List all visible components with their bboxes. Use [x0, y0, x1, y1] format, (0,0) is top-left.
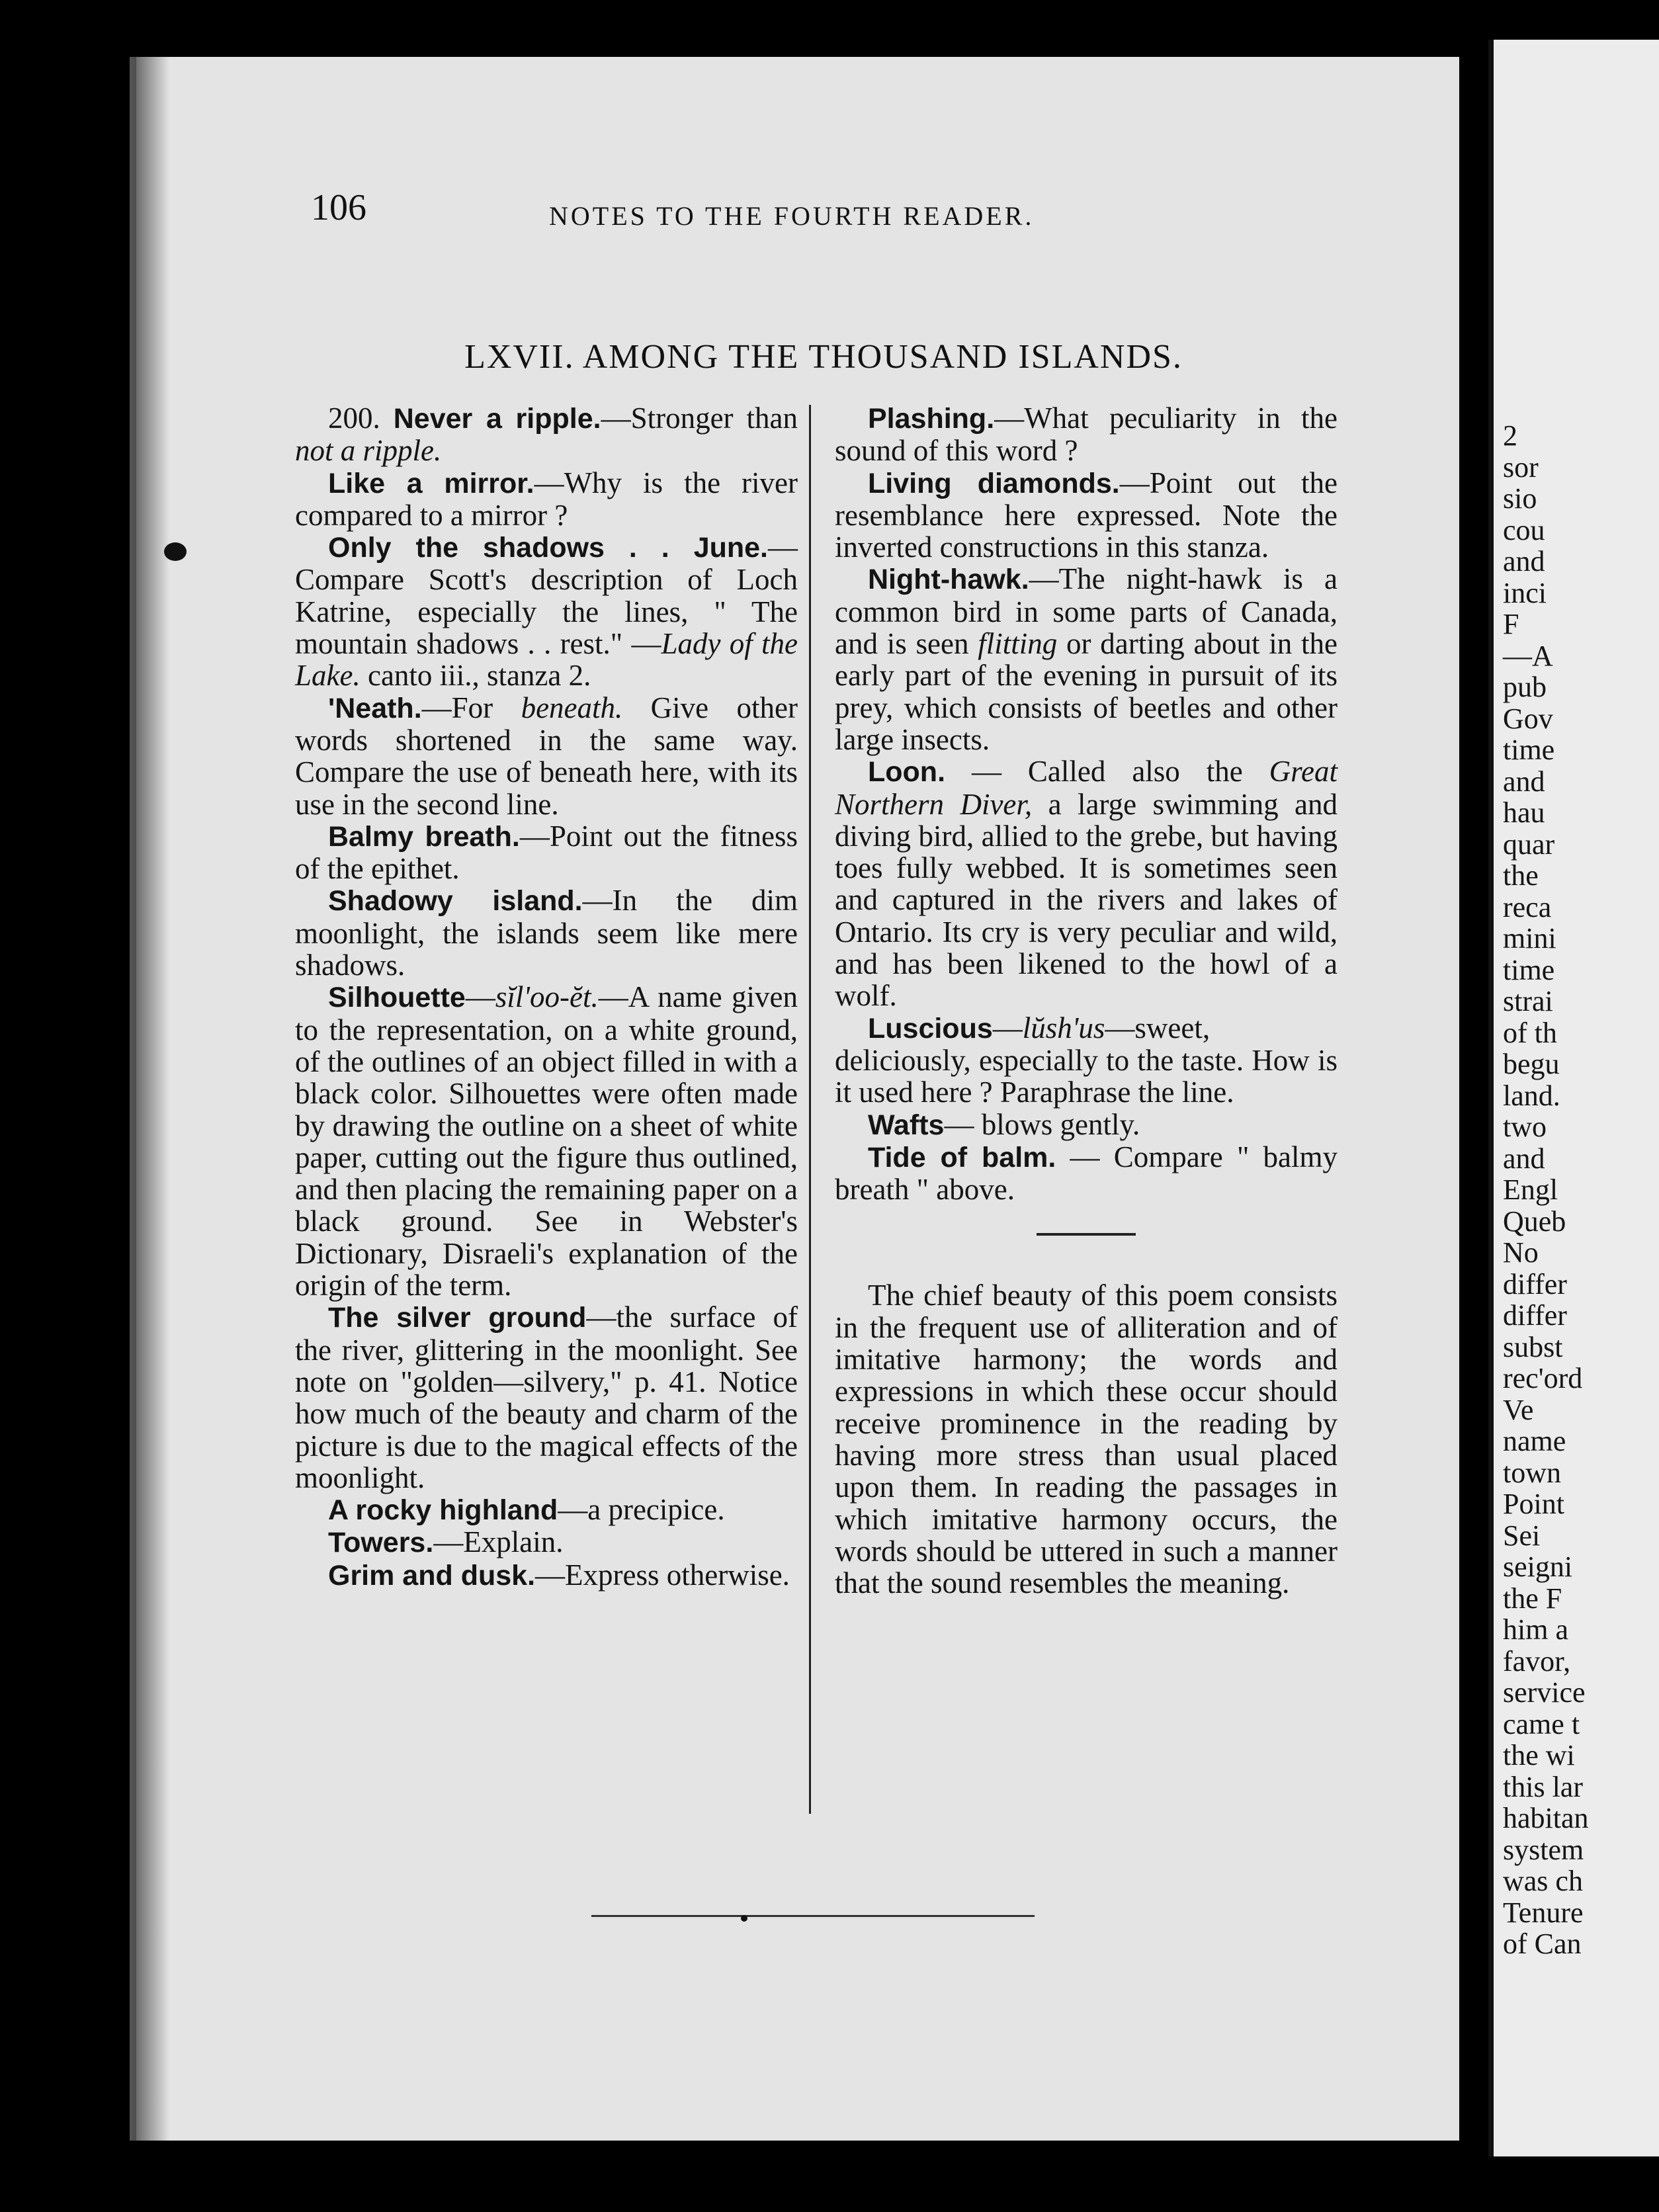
note-text-continued: Give other words shortened in the same way. Compare the use of beneath here, with its use in the second line.	[295, 691, 798, 821]
note-headword: Tide of balm.	[868, 1141, 1056, 1173]
adjacent-page-text: time	[1503, 953, 1555, 986]
ink-speck	[741, 1915, 747, 1922]
adjacent-page-text: and	[1503, 765, 1545, 798]
note-italic: not a ripple.	[295, 434, 442, 468]
note-entry	[295, 1494, 798, 1526]
note-text: — blows gently.	[944, 1107, 1140, 1141]
adjacent-page-strip	[1488, 40, 1659, 2156]
adjacent-page-text: Point	[1503, 1488, 1564, 1520]
adjacent-page-text: habitan	[1503, 1802, 1589, 1834]
adjacent-page-text: mini	[1503, 922, 1556, 955]
page-number: 106	[311, 187, 366, 228]
note-entry	[295, 1559, 798, 1592]
note-entry	[835, 1109, 1338, 1141]
note-text: —In the dim moonlight, the islands seem like mere shadows.	[295, 884, 798, 982]
note-entry	[295, 692, 798, 820]
adjacent-page-text: town	[1503, 1456, 1561, 1489]
note-headword: Only the shadows . . June.	[328, 532, 768, 564]
adjacent-page-text: seigni	[1503, 1551, 1573, 1583]
adjacent-page-text: No	[1503, 1236, 1539, 1269]
adjacent-page-text: of Can	[1503, 1928, 1582, 1960]
note-text: —For	[421, 691, 521, 724]
note-entry	[835, 467, 1338, 564]
adjacent-page-text: sio	[1503, 482, 1537, 515]
adjacent-page-text: this lar	[1503, 1770, 1583, 1803]
note-headword: Grim and dusk.	[328, 1559, 536, 1592]
adjacent-page-text: came t	[1503, 1707, 1580, 1740]
right-column	[835, 402, 1338, 1599]
note-headword: Balmy breath.	[328, 820, 520, 853]
note-text: —The night-hawk is a common bird in some parts of Canada, and is seen	[835, 562, 1338, 661]
note-text: — Compare " balmy breath " above.	[835, 1140, 1338, 1207]
note-text-continued: —A name given to the representation, on a white ground, of the outlines of an object filled in with a black color. Silhouettes were often made by drawing the outline on a sheet of white paper, cutting out the figure thus outlined, and then placing the remaining paper on a black ground. See in Webster's Dictionary, Disraeli's explanation of the origin of the term.	[295, 980, 798, 1302]
adjacent-page-text: —A	[1503, 639, 1553, 672]
adjacent-page-text: differ	[1503, 1267, 1567, 1300]
note-text-continued: canto iii., stanza 2.	[360, 659, 591, 693]
note-text-continued: or darting about in the early part of the evening in pursuit of its prey, which consists of beetles and other large insects.	[835, 627, 1338, 756]
adjacent-page-text: name	[1503, 1425, 1566, 1457]
adjacent-page-text: two	[1503, 1111, 1547, 1143]
adjacent-page-text: cou	[1503, 513, 1545, 546]
adjacent-page-text: Engl	[1503, 1173, 1558, 1206]
note-entry	[295, 1301, 798, 1494]
note-italic: flitting	[978, 627, 1058, 661]
adjacent-page-text: F	[1503, 608, 1519, 640]
line-number: 200.	[328, 402, 380, 435]
note-text: —Explain.	[433, 1525, 564, 1559]
section-rule	[1037, 1233, 1136, 1236]
note-entry	[295, 467, 798, 532]
adjacent-page-text: land.	[1503, 1079, 1560, 1112]
adjacent-page-text: 2	[1503, 419, 1517, 452]
footer-rule	[591, 1915, 1035, 1917]
running-head: NOTES TO THE FOURTH READER.	[549, 201, 1035, 231]
note-headword: Living diamonds.	[868, 467, 1120, 499]
adjacent-page-text: Gov	[1503, 702, 1553, 735]
adjacent-page-text: hau	[1503, 796, 1545, 829]
note-text: —the surface of the river, glittering in the moonlight. See note on "golden—silvery," p. 41. Notice how much of the beauty and charm of the picture is due to the magical effects of the moonlight.	[295, 1300, 798, 1494]
adjacent-page-text: favor,	[1503, 1644, 1571, 1678]
adjacent-page-text: and	[1503, 545, 1545, 577]
adjacent-page-text: system	[1503, 1833, 1584, 1866]
note-headword: 'Neath.	[328, 692, 422, 724]
note-entry	[295, 884, 798, 981]
adjacent-page-text: the wi	[1503, 1739, 1575, 1771]
note-headword: Like a mirror.	[328, 467, 534, 499]
adjacent-page-text: sor	[1503, 450, 1539, 484]
note-entry	[835, 1141, 1338, 1206]
note-entry	[835, 1012, 1338, 1109]
note-entry	[295, 531, 798, 691]
note-headword: Shadowy island.	[328, 885, 583, 917]
note-text: —Point out the resemblance here expressed. Note the inverted constructions in this stanza.	[835, 466, 1338, 564]
adjacent-page-text: was ch	[1503, 1865, 1583, 1897]
note-italic: lŭsh'us	[1022, 1011, 1105, 1044]
note-headword: Night-hawk.	[868, 564, 1029, 596]
adjacent-page-text: Tenure	[1503, 1896, 1584, 1929]
left-column	[295, 402, 798, 1592]
note-headword: Luscious	[868, 1012, 993, 1044]
adjacent-page-text: and	[1503, 1142, 1545, 1175]
page-gutter-shadow	[130, 57, 169, 2141]
adjacent-page-text: Sei	[1503, 1519, 1541, 1552]
column-divider	[809, 405, 811, 1814]
note-entry	[295, 402, 798, 467]
adjacent-page-text: pub	[1503, 671, 1547, 703]
adjacent-page-text: the F	[1503, 1582, 1562, 1615]
note-headword: The silver ground	[328, 1302, 587, 1334]
note-text: —Point out the fitness of the epithet.	[295, 819, 798, 886]
note-entry	[295, 820, 798, 885]
summary-paragraph: The chief beauty of this poem consists in the frequent use of alliteration and of imitative harmony; the words and expressions in which these occur should receive prominence in the reading by having more stress than usual placed upon them. In reading the passages in which imitative harmony occurs, the words should be uttered in such a manner that the sound resembles the meaning.	[835, 1279, 1338, 1600]
note-headword: Silhouette	[328, 982, 466, 1014]
adjacent-page-text: begu	[1503, 1048, 1560, 1080]
adjacent-page-text: Ve	[1503, 1393, 1534, 1426]
note-text: —Express otherwise.	[535, 1558, 790, 1592]
adjacent-page-text: differ	[1503, 1299, 1567, 1332]
note-text: — Called also the	[945, 755, 1269, 788]
note-text: —Compare Scott's description of Loch Katrine, especially the lines, " The mountain shadows . . rest." —	[295, 531, 798, 661]
adjacent-page-text: time	[1503, 734, 1555, 766]
note-text: —	[992, 1011, 1023, 1044]
adjacent-page-text: of th	[1503, 1016, 1557, 1049]
chapter-title: LXVII. AMONG THE THOUSAND ISLANDS.	[464, 338, 1183, 376]
note-headword: Towers.	[328, 1527, 434, 1559]
adjacent-page-text: service	[1503, 1676, 1586, 1709]
note-entry	[295, 981, 798, 1301]
note-text-continued: a large swimming and diving bird, allied to the grebe, but having toes fully webbed. It is sometimes seen and captured in the rivers and lakes of Ontario. Its cry is very peculiar and wild, and has been likened to the howl of a wolf.	[835, 787, 1338, 1013]
adjacent-page-text: inci	[1503, 576, 1547, 609]
ink-speck	[164, 542, 187, 561]
note-entry	[835, 402, 1338, 467]
note-text: —Stronger than	[601, 402, 798, 435]
note-headword: Loon.	[868, 756, 946, 788]
note-italic: Lady of the Lake.	[295, 627, 798, 693]
note-entry	[295, 1526, 798, 1558]
note-text: —What peculiarity in the sound of this word ?	[835, 402, 1338, 468]
note-entry	[835, 755, 1338, 1011]
adjacent-page-text: reca	[1503, 890, 1552, 923]
note-text: —a precipice.	[558, 1493, 725, 1527]
note-headword: Plashing.	[868, 403, 995, 435]
note-entry	[835, 563, 1338, 755]
adjacent-page-text: Queb	[1503, 1205, 1566, 1238]
note-headword: Never a ripple.	[393, 403, 601, 435]
note-italic: Great Northern Diver,	[835, 755, 1338, 821]
note-headword: Wafts	[868, 1109, 945, 1141]
adjacent-page-text: subst	[1503, 1330, 1563, 1363]
note-headword: A rocky highland	[328, 1494, 558, 1527]
adjacent-page-text: the	[1503, 859, 1539, 892]
note-italic: sĭl'oo-ĕt.	[495, 980, 599, 1014]
adjacent-page-text: strai	[1503, 985, 1553, 1017]
note-text-continued: —sweet, deliciously, especially to the taste. How is it used here ? Paraphrase the line.	[835, 1011, 1338, 1109]
adjacent-page-text: rec'ord	[1503, 1362, 1583, 1394]
adjacent-page-text: quar	[1503, 828, 1555, 861]
note-italic: beneath.	[521, 691, 623, 724]
note-text: —	[465, 980, 495, 1014]
note-text: —Why is the river compared to a mirror ?	[295, 466, 798, 532]
adjacent-page-text: him a	[1503, 1613, 1568, 1646]
